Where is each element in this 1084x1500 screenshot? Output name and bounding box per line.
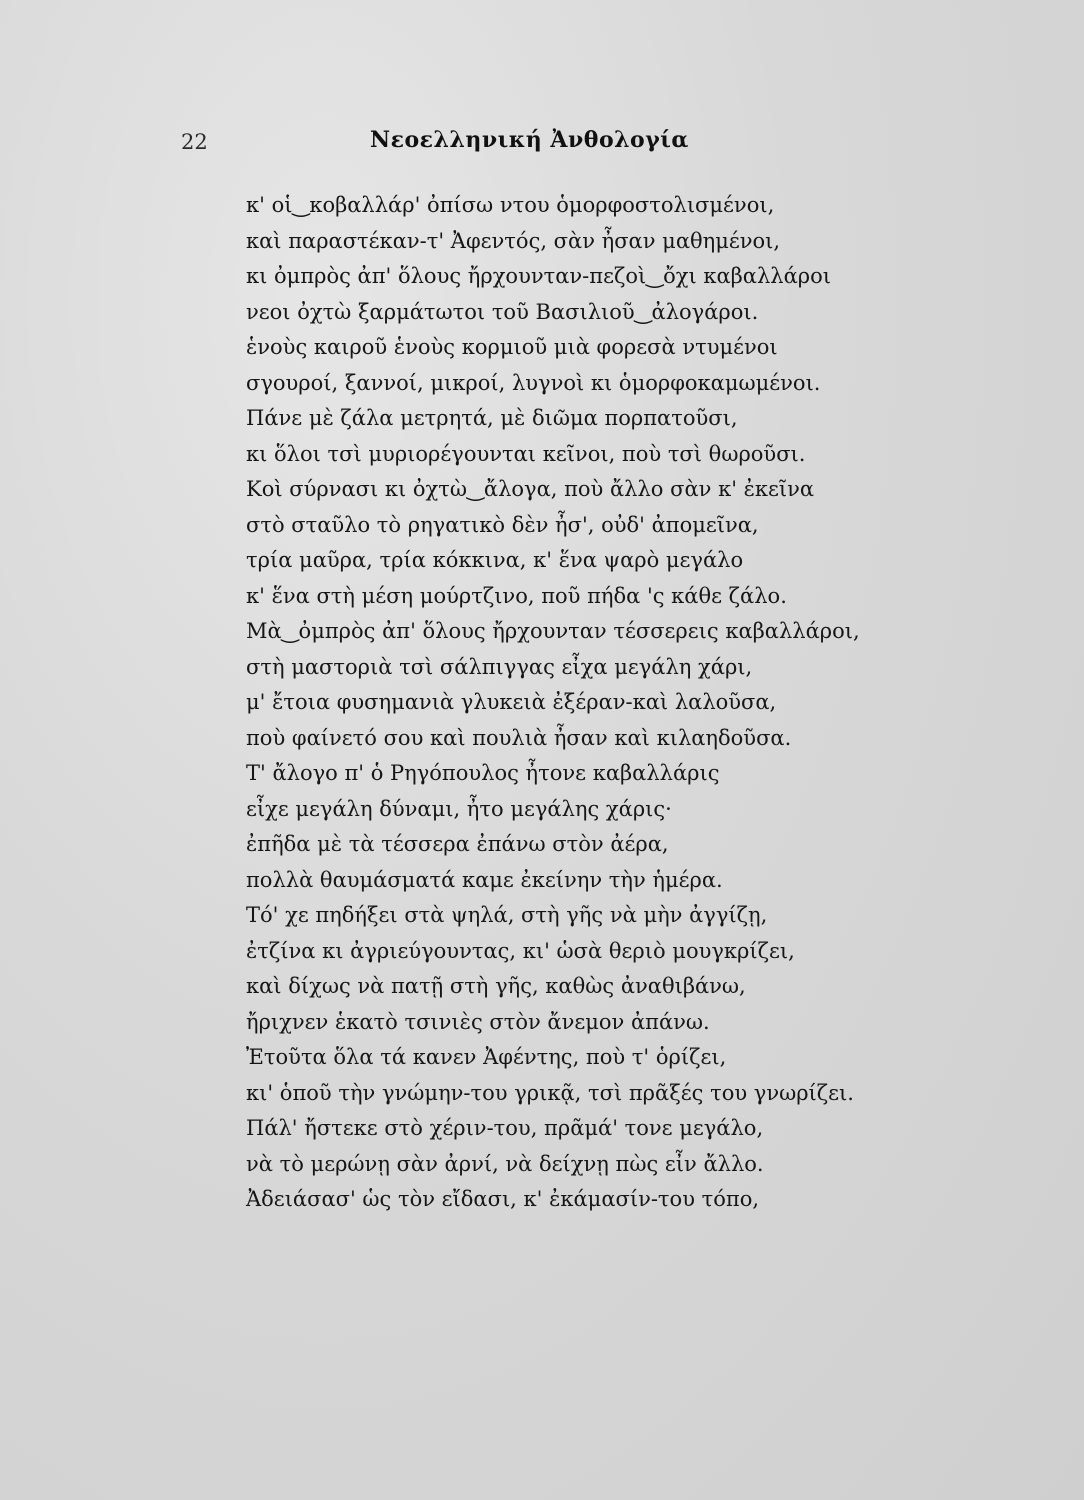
poem-line: ἑνοὺς καιροῦ ἑνοὺς κορμιοῦ μιὰ φορεσὰ ντυμένοι	[246, 335, 778, 359]
poem-line: Πάνε μὲ ζάλα μετρητά, μὲ διῶμα πορπατοῦσι,	[246, 406, 738, 430]
poem-line: κι ὅλοι τσὶ μυριορέγουνται κεῖνοι, ποὺ τσὶ θωροῦσι.	[246, 441, 806, 466]
poem-line: ἐτζίνα κι ἀγριεύγουντας, κι' ὡσὰ θεριὸ μουγκρίζει,	[246, 938, 795, 963]
running-title: Νεοελληνική Ἀνθολογία	[370, 127, 689, 153]
poem-line: νὰ τὸ μερώνῃ σὰν ἀρνί, νὰ δείχνῃ πὼς εἶν ἄλλο.	[246, 1151, 764, 1176]
poem-line: Κοὶ σύρνασι κι ὀχτὼ‿ἄλογα, ποὺ ἄλλο σὰν κ' ἐκεῖνα	[246, 477, 815, 501]
poem-line: κ' οἱ‿κοβαλλάρ' ὀπίσω ντου ὁμορφοστολισμένοι,	[246, 193, 775, 217]
poem-line: νεοι ὀχτὼ ξαρμάτωτοι τοῦ Βασιλιοῦ‿ἀλογάροι.	[246, 299, 759, 324]
poem-line: Πάλ' ἤστεκε στὸ χέριν-του, πρᾶμά' τονε μεγάλο,	[246, 1116, 764, 1140]
poem-line: Ἀδειάσασ' ὡς τὸν εἴδασι, κ' ἐκάμασίν-του τόπο,	[246, 1187, 760, 1211]
poem-text	[246, 188, 1046, 1218]
poem-line: σγουροί, ξαννοί, μικροί, λυγνοὶ κι ὁμορφοκαμωμένοι.	[246, 370, 821, 395]
poem-line: κι ὀμπρὸς ἀπ' ὅλους ἤρχουνταν-πεζοὶ‿ὄχι καβαλλάροι	[246, 264, 832, 288]
poem-line: κ' ἕνα στὴ μέση μούρτζινο, ποῦ πήδα 'ς κάθε ζάλο.	[246, 583, 787, 608]
poem-line: στὸ σταῦλο τὸ ρηγατικὸ δὲν ἦσ', οὐδ' ἀπομεῖνα,	[246, 512, 759, 537]
poem-line: καὶ δίχως νὰ πατῇ στὴ γῆς, καθὼς ἀναθιβάνω,	[246, 974, 746, 998]
poem-line: ἤριχνεν ἑκατὸ τσινιὲς στὸν ἄνεμον ἀπάνω.	[246, 1009, 710, 1034]
poem-line: στὴ μαστοριὰ τσὶ σάλπιγγας εἶχα μεγάλη χάρι,	[246, 654, 753, 679]
page-number: 22	[181, 130, 208, 154]
poem-line: κι' ὁποῦ τὴν γνώμην-του γρικᾷ, τσὶ πρᾶξές του γνωρίζει.	[246, 1080, 854, 1105]
poem-line: Τό' χε πηδήξει στὰ ψηλά, στὴ γῆς νὰ μὴν ἀγγίζῃ,	[246, 903, 768, 927]
poem-line: Τ' ἄλογο π' ὁ Ρηγόπουλος ἦτονε καβαλλάρις	[246, 761, 720, 785]
poem-line: εἶχε μεγάλη δύναμι, ἦτο μεγάλης χάρις·	[246, 796, 672, 821]
poem-line: ἐπῆδα μὲ τὰ τέσσερα ἐπάνω στὸν ἀέρα,	[246, 832, 669, 856]
poem-line: πολλὰ θαυμάσματά καμε ἐκείνην τὴν ἡμέρα.	[246, 867, 723, 892]
poem-line: Ἐτοῦτα ὅλα τά κανεν Ἀφέντης, ποὺ τ' ὁρίζει,	[246, 1045, 727, 1069]
poem-line: τρία μαῦρα, τρία κόκκινα, κ' ἕνα ψαρὸ μεγάλο	[246, 548, 744, 572]
poem-line: καὶ παραστέκαν-τ' Ἀφεντός, σὰν ἦσαν μαθημένοι,	[246, 228, 781, 253]
poem-line: μ' ἔτοια φυσημανιὰ γλυκειὰ ἐξέραν-καὶ λαλοῦσα,	[246, 690, 777, 714]
poem-line: ποὺ φαίνετό σου καὶ πουλιὰ ἦσαν καὶ κιλαηδοῦσα.	[246, 725, 792, 750]
poem-line: Μὰ‿ὀμπρὸς ἀπ' ὅλους ἤρχουνταν τέσσερεις καβαλλάροι,	[246, 619, 860, 643]
